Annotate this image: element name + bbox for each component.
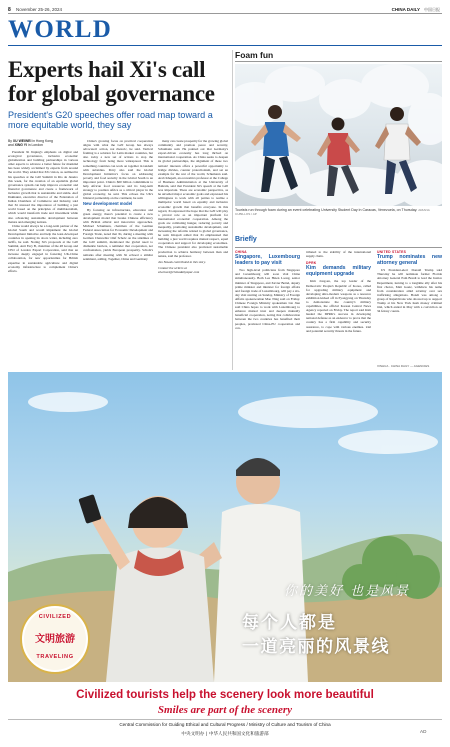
foam-photo [235,64,442,206]
article-column-3-text: many can create prosperity for the growing global community and promote peace and security, Schumann said. He pointed out that Germany's export-driven economy has long thrived on international cooperation. As China seeks to deepen its global partnerships, the alignment of these two nations' interests offers a powerful opportunity to bridge divides, counter protectionism, and set an example for the rest of the world, Schumann said. Arab Khapali, an economics professor at the College of Business Administration at the University of Bahrain, said that President Xi's speech at the G20 was important. There are economic perspective, as he unveiled major economic goals and expressed his willingness to work with all parties to realize a multipolar world based on equality and inclusive economic growth that benefits everyone. In this regard, Xi expressed the hope that the G20 will play a pivotal role as an important platform for international economic cooperation. Among the goals are combating hunger, reducing poverty and inequality, promoting sustainable development, and increasing the reforms related to global governance, he said. Khapali added that Xi emphasized that building a just world requires mutual respect, equal cooperation and support for developing economies. The Chinese president also promoted sustainable production to achieve harmony between man and nature, said the professor. [158,139,228,258]
brief-body-continued: tributed to the stability of the international supply chain. [306,250,371,259]
article-column-1-text: President Xi Jinping's emphasis on digital and ecological governance, inclusive economic globalization and building partnerships in various other aspects to advance a better future for mankind has been widely acclaimed by experts from around the world. They added that Xi's vision, as outlined in his speeches at the G20 Summit in Rio de Janeiro this week, for the creation of an equitable global governance system can help improve economic and financial governance and create a framework of inclusive growth that is sustainable and stable. Atef Dakhakni, executive director of the Federation of Indian Chambers of Commerce and Industry, said that Xi stressed the importance of building a just world based on the principles of multilateralism, which would transform trade and investment while also advancing sustainable development between mature and emerging nations. [8,150,78,224]
page-number: 8 [8,7,11,13]
byline-author-2: XING YI [14,143,27,148]
brief-tag: DPRK [306,261,317,266]
brief-headline: Singapore, Luxembourg leaders to pay visit [235,254,300,266]
briefly-agency: XINHUA · CHINA DAILY — AGENCIES [377,364,430,368]
article-byline: By XU WEIWEI in Hong Kong and XING YI in London [8,139,53,148]
ad-slogan-cn-small: 你的美好 也是风景 [284,584,411,599]
civilized-traveling-badge [20,604,90,674]
ad-subtitle: Smiles are part of the scenery [157,704,293,716]
photo-caption-text: Tourists run through foam during an event celebrating University Student Day in Caracas, Venezuela, on Thursday. [235,208,418,212]
briefly-title: Briefly [235,236,257,243]
brief-headline: Trump nominates new attorney general [377,254,442,266]
badge-bottom-text: TRAVELING [36,654,74,660]
badge-center-text: 文明旅游 [35,634,75,645]
ad-footer-cn: 中央文明办 | 中华人民共和国文化和旅游部 [181,732,269,737]
foam-photo-illustration [235,64,442,206]
article-column-2-text: China's growing focus on practical cooperation aligns with what the G20 Group has always advocated: action, not rhetoric, he said. Vertical framing is a solution for Latin market countries, but also today a new set of actions to stop the technology from being more widespread. This is something countries can work on together in tandem with subsidies. Perry also said the Global Development Initiative's focus on addressing poverty and food security in the Global South is an important point. China's $60 billion commitment to help African food resources and its long-term strategy to position Africa as a critical player in the global economy, he said. This echoes the UK's bilateral partnership on the continent, he said. [83,139,153,201]
publication-name: CHINA DAILY [391,7,420,12]
briefly-column-2 [306,250,371,366]
brief-headline: Kim demands military equipment upgrade [306,265,371,277]
publication-name-cn: 中国日报 [424,7,440,12]
page-date: November 25-26, 2024 [16,7,63,12]
briefly-rule [235,247,442,248]
contribution-note: Jan Nowak contributed to this story. [158,259,206,264]
brief-body: US President-elect Donald Trump said Thursday he will nominate former Florida Attorney General Pam Bondi to lead the Justice Department, turning to a longtime ally after his first choice, Matt Gaetz, withdrew his name from consideration amid scrutiny over sex trafficking allegations. Bondi was among a group of Republicans who showed up to support Trump at his New York hush money criminal trial, which ended in May with a conviction on 34 felony counts. [377,268,442,314]
article-headline: Experts hail Xi's call for global governance [8,57,215,106]
ad-slogan-cn-big-2: 一道亮丽的风景线 [242,637,390,657]
ad-slogan-cn-big-1: 每个人都是 [242,613,337,633]
ad-code: AD [420,729,427,734]
article-subheadline: President's G20 speeches offer road map toward a more equitable world, they say [8,110,213,131]
page-header [8,4,442,16]
ad-footer-en: Central Commission for Guiding Ethical and Cultural Progress / Ministry of Culture and Tourism of China [119,722,331,727]
brief-tag: CHINA [235,250,247,254]
ad-title: Civilized tourists help the scenery look more beautiful [76,688,374,701]
ad-footer-rule [8,719,442,720]
article-column-3 [158,139,228,360]
byline-author-1: XU WEIWEI [12,139,32,143]
article-column-2b-text: By focusing on infrastructure, education and green energy, there's potential to create a new development model that breaks Chinese efficiency with British ethical and innovative approaches. Michael Schumann, chairman of the German Federal Association for Economic Development and Foreign Trade, noted that Xi, during a meeting with German Chancellor Olaf Scholz on the sidelines of the G20 summit, mentioned the global need to dismantle barriers, a reminder that cooperation, not confrontation, yields European prosperity. Scholz's remarks after meeting with Xi echoed a similar sentiment, adding, Together, China and Germany [83,207,153,261]
contact-label: Contact the writers at [158,265,187,270]
section-title: WORLD [8,16,113,43]
briefly-column-3 [377,250,442,366]
section-rule [8,45,442,46]
photo-section-title: Foam fun [235,50,274,60]
contact-email[interactable]: xiweiwei@chinadailyapac.com [158,269,200,274]
header-rule [8,13,442,14]
article-subhead: New development model [83,201,133,207]
briefly-column-1 [235,250,300,366]
brief-body: Two high-level politicians from Singapore and Luxembourg will soon visit China simultaneously. Both Lee Hsien Loong, senior minister of Singapore, and Xavier Bettel, deputy prime minister and minister for foreign affairs and foreign trade of Luxembourg, will pay a six-day visit starting on Sunday, Ministry of Foreign Affairs spokeswoman Mao Ning said on Friday. Chinese Foreign Ministry spokesman Lin Jian said China hopes to work with Luxembourg to enhance mutual trust and deepen mutually beneficial cooperation, noting that collaboration between the two countries has benefited their peoples, promoted China-EU cooperation and con- [235,268,300,330]
brief-tag: UNITED STATES [377,250,407,254]
photo-title-rule [235,61,442,62]
badge-top-text: CIVILIZED [38,614,72,620]
photo-caption [235,208,442,217]
article-column-1 [8,150,78,360]
article-column-1b-text: China would always be a long-term partner of the Global South and would implement the Global Development Initiative and help the least-developed countries in opening its doors wider, including zero tariffs, he said. Noting Xi's proposals at the G20 Summit, Anti Fery B, chairman of the 48 Group and CEO of London Export Corporation, said that an increase deeply engaged in fostering UK-China collaboration, for new opportunities for British expertise in sustainable agriculture and digital economy infrastructure to complement China's efforts. [8,223,78,273]
brief-body: Kim Jong-un, the top leader of the Democratic People's Republic of Korea, called for upgrading military equipment and developing ultra-modern weapons as a resource exhibition kicked off in Pyongyang on Thursday to demonstrate the country's military capabilities, the official Korean Central News Agency reported on Friday. The report said Kim lauded the DPRK's success in developing national defense as an endeavor to prove that the country has a firm capability and security assurance, to cope with various enemies. trial and potential security threats in the future. [306,279,371,333]
column-divider [232,50,233,370]
ad-photo [8,372,442,682]
article-column-2 [83,139,153,360]
photo-credit: ARIANA CUBILLOS / AP [235,208,430,217]
